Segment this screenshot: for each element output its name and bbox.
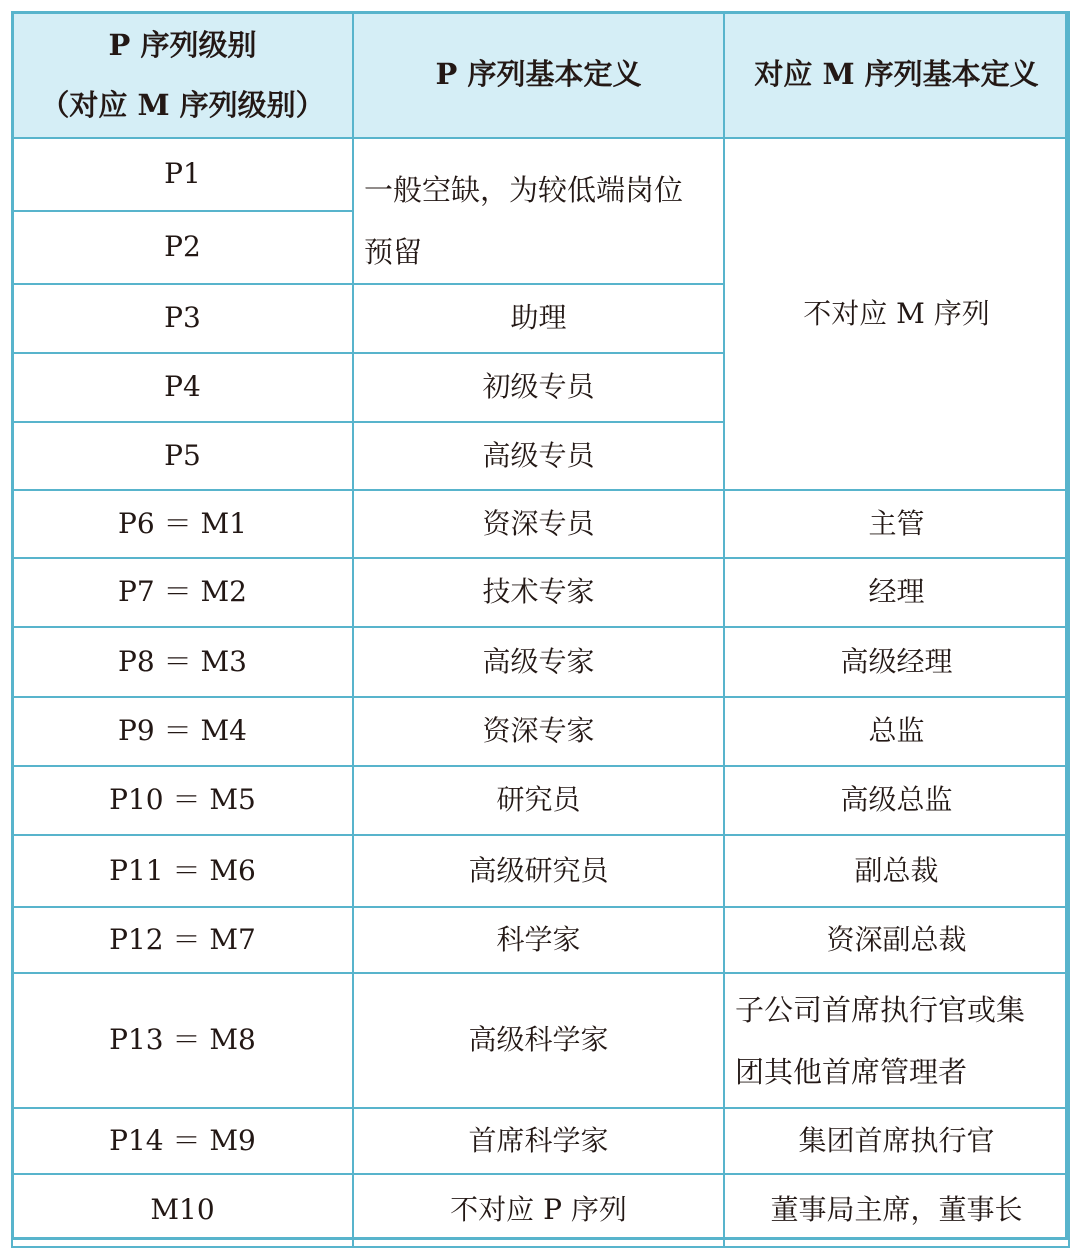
- p-definition-cell: 资深专家: [353, 697, 724, 766]
- header-level-line2: （对应 M 序列级别）: [40, 88, 325, 122]
- level-cell: P11 ＝ M6: [12, 835, 353, 907]
- header-level-line1: P 序列级别: [108, 28, 257, 62]
- table-row: [12, 766, 1069, 835]
- p-definition-cell: 高级专员: [353, 422, 724, 490]
- level-cell: P4: [12, 353, 353, 422]
- table-row: [12, 627, 1069, 697]
- level-table: [11, 11, 1070, 1248]
- p-definition-cell: 资深专员: [353, 490, 724, 558]
- level-cell: P12 ＝ M7: [12, 907, 353, 973]
- m-definition-cell: 董事局主席，董事长: [724, 1174, 1069, 1247]
- m-definition-cell: 副总裁: [724, 835, 1069, 907]
- p-definition-cell: 不对应 P 序列: [353, 1174, 724, 1247]
- m-definition-cell: 高级总监: [724, 766, 1069, 835]
- level-cell: M10: [12, 1174, 353, 1247]
- m-definition-line2: 团其他首席管理者: [735, 1054, 968, 1089]
- m-definition-cell: 集团首席执行官: [724, 1108, 1069, 1174]
- level-cell: P5: [12, 422, 353, 490]
- p-definition-cell: 高级研究员: [353, 835, 724, 907]
- header-level: [12, 12, 353, 138]
- level-cell: P14 ＝ M9: [12, 1108, 353, 1174]
- m-definition-cell-p1-p5: 不对应 M 序列: [724, 138, 1069, 490]
- table-row: [12, 558, 1069, 627]
- p-definition-line1: 一般空缺，为较低端岗位: [364, 173, 684, 207]
- m-definition-cell: 总监: [724, 697, 1069, 766]
- header-p-definition: P 序列基本定义: [353, 12, 724, 138]
- p-definition-cell: 首席科学家: [353, 1108, 724, 1174]
- p-definition-cell: 助理: [353, 284, 724, 353]
- p-definition-cell: 技术专家: [353, 558, 724, 627]
- m-definition-cell: 资深副总裁: [724, 907, 1069, 973]
- table-row: [12, 138, 1069, 211]
- p-definition-cell: 初级专员: [353, 353, 724, 422]
- level-cell: P7 ＝ M2: [12, 558, 353, 627]
- level-cell: P10 ＝ M5: [12, 766, 353, 835]
- m-definition-cell: 经理: [724, 558, 1069, 627]
- m-definition-cell: 高级经理: [724, 627, 1069, 697]
- p-definition-cell: 研究员: [353, 766, 724, 835]
- level-cell: P9 ＝ M4: [12, 697, 353, 766]
- table-row: [12, 1108, 1069, 1174]
- p-definition-cell-p1-p2: [353, 138, 724, 284]
- table-row: [12, 490, 1069, 558]
- p-definition-cell: 高级专家: [353, 627, 724, 697]
- table-row: [12, 1174, 1069, 1247]
- p-definition-line2: 预留: [364, 235, 423, 269]
- header-row: [12, 12, 1069, 138]
- level-cell: P8 ＝ M3: [12, 627, 353, 697]
- m-definition-cell-p13: [724, 973, 1069, 1108]
- m-definition-cell: 主管: [724, 490, 1069, 558]
- table-row: [12, 835, 1069, 907]
- level-cell: P3: [12, 284, 353, 353]
- header-m-definition: 对应 M 序列基本定义: [724, 12, 1069, 138]
- table-row: [12, 907, 1069, 973]
- table-row: [12, 697, 1069, 766]
- level-cell: P6 ＝ M1: [12, 490, 353, 558]
- level-cell: P13 ＝ M8: [12, 973, 353, 1108]
- table-row: [12, 973, 1069, 1108]
- p-definition-cell: 科学家: [353, 907, 724, 973]
- p-definition-cell: 高级科学家: [353, 973, 724, 1108]
- level-cell: P2: [12, 211, 353, 284]
- m-definition-line1: 子公司首席执行官或集: [735, 992, 1026, 1027]
- level-cell: P1: [12, 138, 353, 211]
